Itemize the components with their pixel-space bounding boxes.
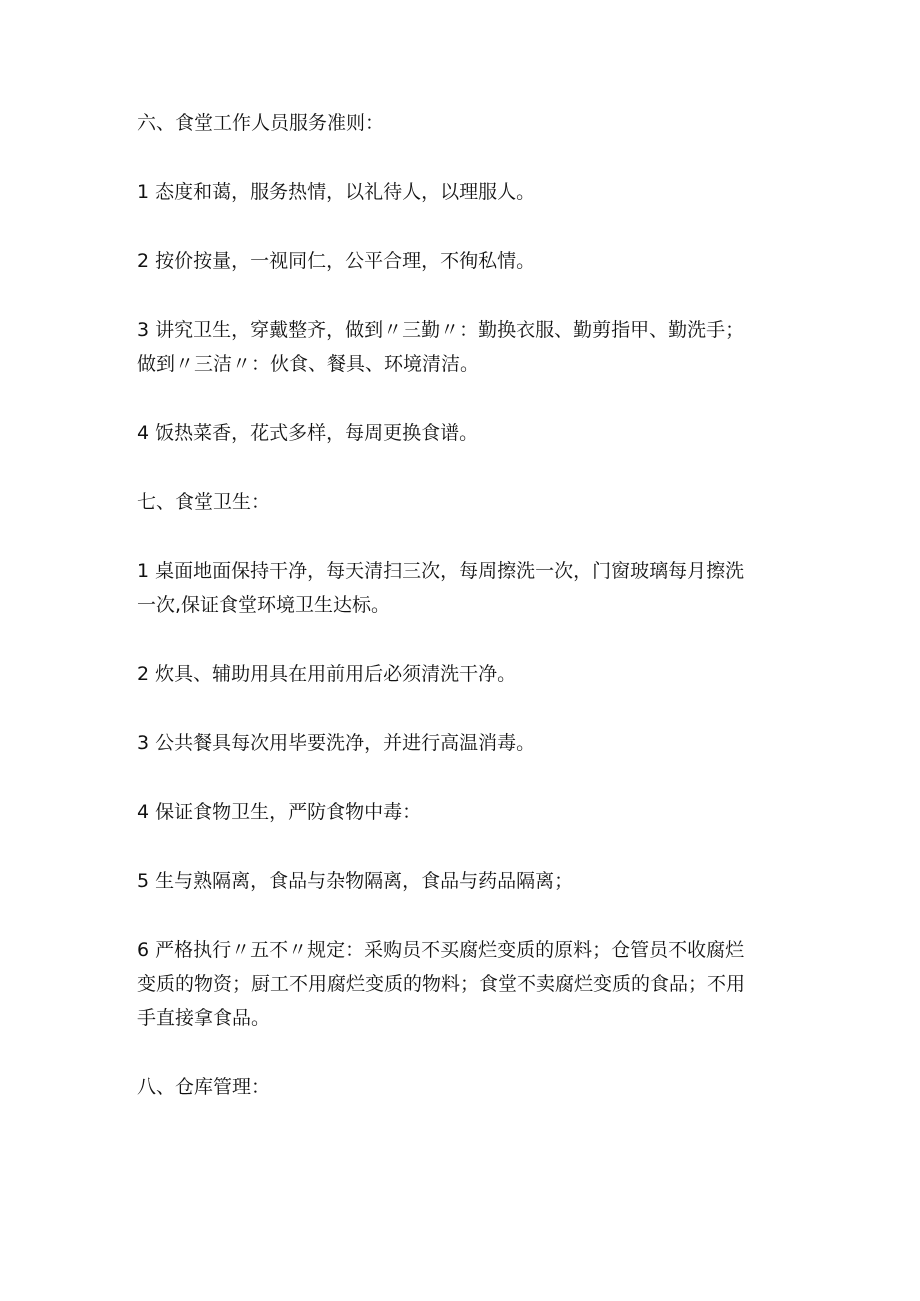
text-line: 2 炊具、辅助用具在用前用后必须清洗干净。 [137,663,517,685]
text-line: 六、食堂工作人员服务准则： [137,112,385,134]
text-line: 4 饭热菜香，花式多样，每周更换食谱。 [137,422,479,444]
heading-section-8 [137,1070,797,1104]
paragraph-6-4 [137,416,797,450]
paragraph-7-2 [137,657,797,691]
paragraph-7-6 [137,933,797,1035]
paragraph-6-1 [137,175,797,209]
heading-section-6 [137,106,797,140]
text-line: 3 讲究卫生，穿戴整齐，做到〃三勤〃：勤换衣服、勤剪指甲、勤洗手； [137,319,745,341]
paragraph-7-4 [137,795,797,829]
text-line: 变质的物资；厨工不用腐烂变质的物料；食堂不卖腐烂变质的食品；不用 [137,973,746,995]
text-line: 1 态度和蔼，服务热情，以礼待人，以理服人。 [137,181,536,203]
paragraph-7-1 [137,554,797,622]
text-line: 2 按价按量，一视同仁，公平合理，不徇私情。 [137,250,536,272]
document-body [137,106,797,1104]
text-line: 八、仓库管理： [137,1076,271,1098]
text-line: 3 公共餐具每次用毕要洗净，并进行高温消毒。 [137,732,536,754]
paragraph-7-3 [137,726,797,760]
text-line: 4 保证食物卫生，严防食物中毒： [137,801,422,823]
text-line: 七、食堂卫生： [137,491,271,513]
paragraph-6-2 [137,244,797,278]
heading-section-7 [137,485,797,519]
text-line: 6 严格执行〃五不〃规定：采购员不买腐烂变质的原料；仓管员不收腐烂 [137,939,745,961]
text-line: 1 桌面地面保持干净，每天清扫三次，每周擦洗一次，门窗玻璃每月擦洗 [137,560,745,582]
paragraph-7-5 [137,864,797,898]
text-line: 做到〃三洁〃：伙食、餐具、环境清洁。 [137,353,480,375]
text-line: 5 生与熟隔离，食品与杂物隔离，食品与药品隔离； [137,870,574,892]
paragraph-6-3 [137,313,797,381]
text-line: 手直接拿食品。 [137,1007,271,1029]
text-line: 一次,保证食堂环境卫生达标。 [137,594,391,616]
